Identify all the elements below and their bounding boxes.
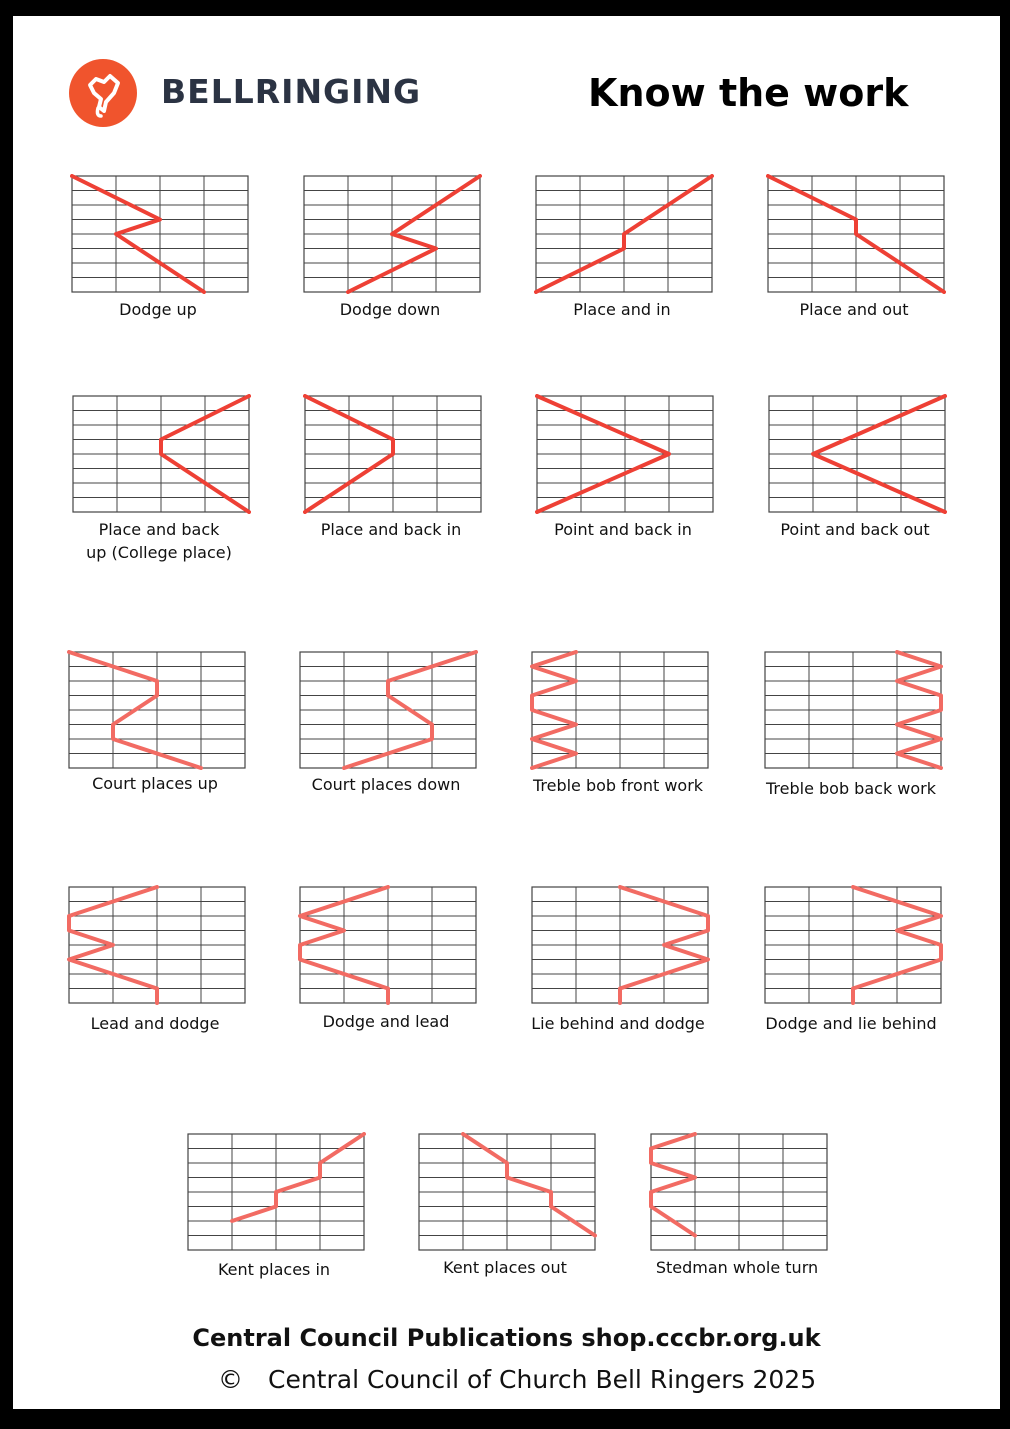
work-label: Kent places out <box>443 1258 567 1277</box>
work-label: Dodge up <box>119 300 197 319</box>
work-diagram <box>67 885 247 1005</box>
work-label: Point and back in <box>554 520 692 539</box>
work-diagram <box>763 885 943 1005</box>
work-diagram <box>298 650 478 770</box>
work-label: Lie behind and dodge <box>531 1014 705 1033</box>
copyright-text: Central Council of Church Bell Ringers 2025 <box>268 1365 817 1394</box>
work-label: Court places up <box>92 774 218 793</box>
work-diagram <box>534 174 714 294</box>
page-title: Know the work <box>588 71 909 115</box>
work-label: Place and back up (College place) <box>86 520 232 562</box>
publisher-line: Central Council Publications shop.cccbr.org.uk <box>192 1324 821 1352</box>
bell-path-line <box>463 1134 595 1236</box>
work-diagram <box>71 394 251 514</box>
work-label: Point and back out <box>780 520 930 539</box>
work-diagram <box>763 650 943 770</box>
work-label: Place and back in <box>320 520 462 539</box>
work-diagram <box>530 650 710 770</box>
poster-sheet <box>13 16 1000 1409</box>
work-label: Place and in <box>573 300 671 319</box>
bell-path-line <box>651 1134 695 1236</box>
work-diagram <box>303 394 483 514</box>
work-label: Kent places in <box>217 1260 331 1279</box>
work-diagram <box>298 885 478 1005</box>
work-label: Stedman whole turn <box>655 1258 819 1277</box>
work-diagram <box>186 1132 366 1252</box>
work-label: Dodge down <box>339 300 441 319</box>
work-diagram <box>530 885 710 1005</box>
work-label: Dodge and lead <box>322 1012 450 1031</box>
copyright-line <box>218 1365 816 1394</box>
work-diagram <box>67 650 247 770</box>
work-label: Place and out <box>799 300 909 319</box>
work-diagram <box>417 1132 597 1252</box>
work-diagram <box>302 174 482 294</box>
work-diagram <box>767 394 947 514</box>
work-label: Treble bob front work <box>532 776 704 795</box>
work-label: Dodge and lie behind <box>765 1014 937 1033</box>
work-diagram <box>766 174 946 294</box>
brand-name: BELLRINGING <box>161 72 422 111</box>
work-diagram <box>70 174 250 294</box>
work-label: Treble bob back work <box>765 779 937 798</box>
work-diagram <box>649 1132 829 1252</box>
work-label: Lead and dodge <box>90 1014 220 1033</box>
copyright-symbol: © <box>218 1365 243 1394</box>
work-label: Court places down <box>311 775 461 794</box>
work-diagram <box>535 394 715 514</box>
bell-logo-icon <box>68 58 138 128</box>
